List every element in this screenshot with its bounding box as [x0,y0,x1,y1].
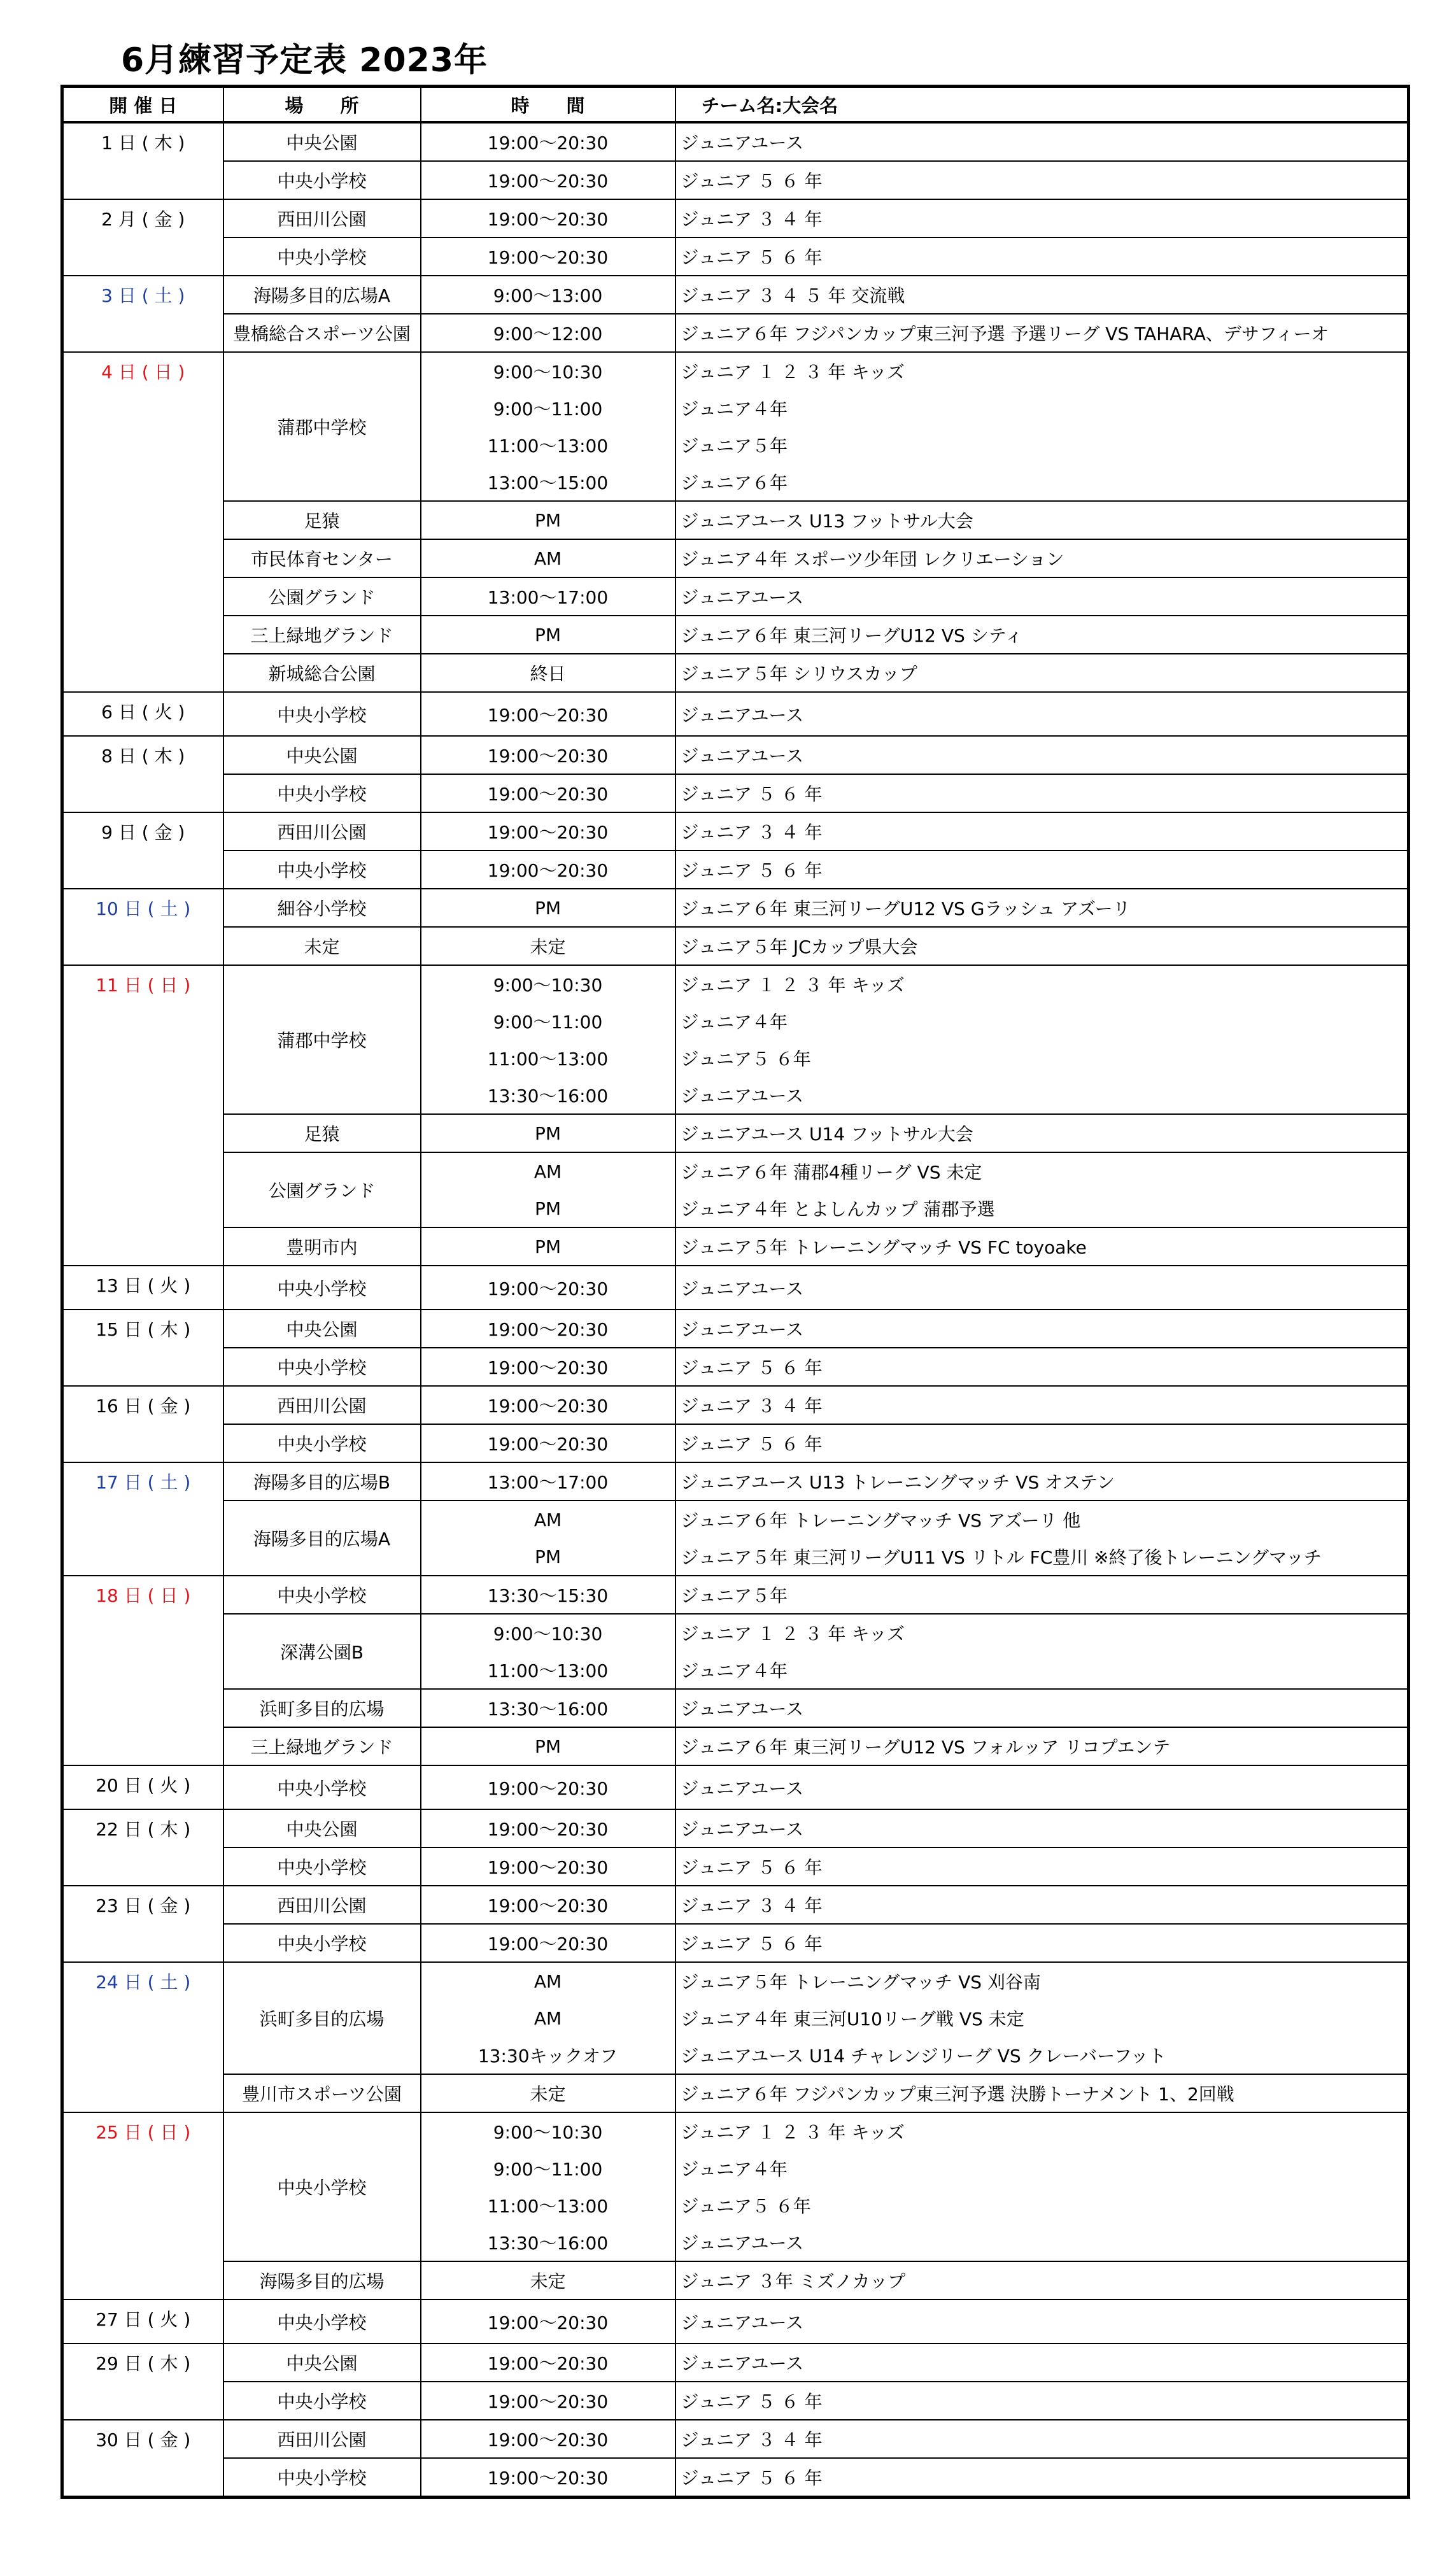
table-row [62,889,1409,927]
team-cell: ジュニア５ ６年 [675,1040,1409,1077]
team-cell: ジュニアユース [675,1266,1409,1310]
place-cell: 蒲郡中学校 [223,352,421,501]
table-row [62,1114,1409,1152]
place-cell: 中央小学校 [223,1266,421,1310]
team-cell: ジュニア ５ ６ 年 [675,851,1409,889]
header-row [62,87,1409,123]
place-cell: 豊橋総合スポーツ公園 [223,314,421,352]
schedule-body [62,122,1409,2498]
table-row [62,1689,1409,1727]
time-cell: PM [421,1114,675,1152]
team-cell: ジュニア５年 東三河リーグU11 VS リトル FC豊川 ※終了後トレーニングマッチ [675,1538,1409,1576]
team-cell: ジュニアユース [675,2343,1409,2382]
table-row [62,501,1409,539]
time-cell: 11:00～13:00 [421,1040,675,1077]
place-cell: 西田川公園 [223,2420,421,2458]
place-cell: 海陽多目的広場A [223,1501,421,1576]
place-cell: 西田川公園 [223,812,421,851]
time-cell: 19:00～20:30 [421,161,675,199]
table-row [62,276,1409,314]
time-cell: PM [421,616,675,654]
place-cell: 西田川公園 [223,1386,421,1424]
place-cell: 中央小学校 [223,2382,421,2420]
time-cell: 19:00～20:30 [421,199,675,237]
date-cell: 17 日 ( 土 ) [62,1462,223,1576]
place-cell: 細谷小学校 [223,889,421,927]
table-row [62,1765,1409,1809]
time-cell: 19:00～20:30 [421,851,675,889]
team-cell: ジュニア６年 フジパンカップ東三河予選 予選リーグ VS TAHARA、デサフィーオ [675,314,1409,352]
time-cell: 13:00～17:00 [421,1462,675,1501]
time-cell: 13:30キックオフ [421,2037,675,2074]
table-row [62,1386,1409,1424]
team-cell: ジュニアユース [675,2224,1409,2261]
team-cell: ジュニア４年 東三河U10リーグ戦 VS 未定 [675,2000,1409,2037]
place-cell: 海陽多目的広場 [223,2261,421,2300]
table-row [62,692,1409,736]
time-cell: PM [421,501,675,539]
team-cell: ジュニアユース [675,1310,1409,1348]
team-cell: ジュニアユース [675,122,1409,161]
team-cell: ジュニア １ ２ ３ 年 キッズ [675,965,1409,1003]
place-cell: 中央公園 [223,736,421,774]
time-cell: 9:00～10:30 [421,2112,675,2150]
time-cell: 19:00～20:30 [421,774,675,812]
table-row [62,161,1409,199]
place-cell: 西田川公園 [223,1886,421,1924]
team-cell: ジュニア４年 とよしんカップ 蒲郡予選 [675,1190,1409,1227]
time-cell: 13:30～15:30 [421,1576,675,1614]
time-cell: 19:00～20:30 [421,237,675,276]
time-cell: 19:00～20:30 [421,122,675,161]
header-team: チーム名:大会名 [675,87,1409,123]
date-cell: 13 日 ( 火 ) [62,1266,223,1310]
team-cell: ジュニア ５ ６ 年 [675,1424,1409,1462]
table-row [62,1886,1409,1924]
place-cell: 浜町多目的広場 [223,1689,421,1727]
table-row [62,1576,1409,1614]
place-cell: 中央公園 [223,122,421,161]
table-row [62,774,1409,812]
schedule-table [60,85,1410,2499]
date-cell: 29 日 ( 木 ) [62,2343,223,2420]
table-row [62,1848,1409,1886]
team-cell: ジュニアユース [675,1689,1409,1727]
time-cell: 9:00～10:30 [421,352,675,390]
team-cell: ジュニア ３ ４ 年 [675,2420,1409,2458]
time-cell: 19:00～20:30 [421,2382,675,2420]
time-cell: 19:00～20:30 [421,736,675,774]
place-cell: 豊明市内 [223,1227,421,1266]
team-cell: ジュニア １ ２ ３ 年 キッズ [675,2112,1409,2150]
place-cell: 公園グランド [223,1152,421,1227]
table-row [62,2420,1409,2458]
team-cell: ジュニア５年 [675,1576,1409,1614]
date-cell: 6 日 ( 火 ) [62,692,223,736]
table-row [62,1501,1409,1538]
place-cell: 中央公園 [223,2343,421,2382]
date-cell: 22 日 ( 木 ) [62,1809,223,1886]
team-cell: ジュニア ５ ６ 年 [675,1848,1409,1886]
place-cell: 海陽多目的広場A [223,276,421,314]
date-cell: 18 日 ( 日 ) [62,1576,223,1765]
team-cell: ジュニアユース [675,1077,1409,1114]
table-row [62,812,1409,851]
table-row [62,1227,1409,1266]
time-cell: 19:00～20:30 [421,2343,675,2382]
table-row [62,199,1409,237]
time-cell: 13:30～16:00 [421,1689,675,1727]
table-row [62,2300,1409,2343]
place-cell: 中央小学校 [223,774,421,812]
time-cell: 未定 [421,927,675,965]
date-cell: 23 日 ( 金 ) [62,1886,223,1962]
team-cell: ジュニア ５ ６ 年 [675,2458,1409,2498]
team-cell: ジュニア５年 JCカップ県大会 [675,927,1409,965]
team-cell: ジュニアユース [675,736,1409,774]
table-row [62,2458,1409,2498]
page-title: 6月練習予定表 2023年 [121,41,488,80]
table-row [62,1809,1409,1848]
table-row [62,2343,1409,2382]
time-cell: 9:00～13:00 [421,276,675,314]
time-cell: 未定 [421,2261,675,2300]
time-cell: PM [421,1538,675,1576]
time-cell: PM [421,889,675,927]
date-cell: 10 日 ( 土 ) [62,889,223,965]
table-row [62,1962,1409,2000]
time-cell: 19:00～20:30 [421,1886,675,1924]
date-cell: 11 日 ( 日 ) [62,965,223,1266]
team-cell: ジュニアユース U13 トレーニングマッチ VS オステン [675,1462,1409,1501]
date-cell: 30 日 ( 金 ) [62,2420,223,2498]
place-cell: 公園グランド [223,577,421,616]
date-cell: 4 日 ( 日 ) [62,352,223,692]
place-cell: 中央小学校 [223,1348,421,1386]
team-cell: ジュニア ５ ６ 年 [675,774,1409,812]
team-cell: ジュニア ３年 ミズノカップ [675,2261,1409,2300]
team-cell: ジュニアユース [675,1809,1409,1848]
time-cell: PM [421,1227,675,1266]
time-cell: AM [421,2000,675,2037]
time-cell: PM [421,1190,675,1227]
table-row [62,616,1409,654]
table-row [62,736,1409,774]
time-cell: 19:00～20:30 [421,1348,675,1386]
table-row [62,2112,1409,2150]
team-cell: ジュニア ３ ４ 年 [675,199,1409,237]
time-cell: 13:30～16:00 [421,2224,675,2261]
time-cell: 9:00～12:00 [421,314,675,352]
time-cell: 11:00～13:00 [421,1651,675,1689]
place-cell: 中央小学校 [223,237,421,276]
place-cell: 浜町多目的広場 [223,1962,421,2074]
time-cell: 9:00～10:30 [421,965,675,1003]
date-cell: 20 日 ( 火 ) [62,1765,223,1809]
date-cell: 9 日 ( 金 ) [62,812,223,889]
place-cell: 蒲郡中学校 [223,965,421,1114]
time-cell: 9:00～11:00 [421,2150,675,2187]
time-cell: PM [421,1727,675,1765]
time-cell: 19:00～20:30 [421,812,675,851]
team-cell: ジュニア ５ ６ 年 [675,1924,1409,1962]
time-cell: 19:00～20:30 [421,692,675,736]
header-place: 場 所 [223,87,421,123]
team-cell: ジュニアユース U14 フットサル大会 [675,1114,1409,1152]
time-cell: 13:00～15:00 [421,463,675,501]
table-row [62,122,1409,161]
team-cell: ジュニア６年 東三河リーグU12 VS シティ [675,616,1409,654]
team-cell: ジュニア６年 トレーニングマッチ VS アズーリ 他 [675,1501,1409,1538]
place-cell: 西田川公園 [223,199,421,237]
place-cell: 中央公園 [223,1809,421,1848]
time-cell: AM [421,1962,675,2000]
table-row [62,851,1409,889]
place-cell: 市民体育センター [223,539,421,577]
date-cell: 27 日 ( 火 ) [62,2300,223,2343]
team-cell: ジュニア １ ２ ３ 年 キッズ [675,1614,1409,1651]
table-row [62,1462,1409,1501]
table-row [62,1727,1409,1765]
date-cell: 15 日 ( 木 ) [62,1310,223,1386]
team-cell: ジュニア ３ ４ 年 [675,812,1409,851]
table-row [62,237,1409,276]
place-cell: 中央小学校 [223,2112,421,2261]
table-row [62,1310,1409,1348]
team-cell: ジュニア６年 蒲郡4種リーグ VS 未定 [675,1152,1409,1190]
place-cell: 中央小学校 [223,1576,421,1614]
time-cell: 13:00～17:00 [421,577,675,616]
time-cell: 19:00～20:30 [421,1924,675,1962]
team-cell: ジュニア５年 [675,427,1409,463]
team-cell: ジュニア １ ２ ３ 年 キッズ [675,352,1409,390]
time-cell: 9:00～10:30 [421,1614,675,1651]
time-cell: 終日 [421,654,675,692]
table-row [62,539,1409,577]
team-cell: ジュニア５年 トレーニングマッチ VS FC toyoake [675,1227,1409,1266]
table-row [62,927,1409,965]
team-cell: ジュニア ５ ６ 年 [675,237,1409,276]
time-cell: 11:00～13:00 [421,427,675,463]
team-cell: ジュニア ５ ６ 年 [675,161,1409,199]
date-cell: 25 日 ( 日 ) [62,2112,223,2300]
place-cell: 中央小学校 [223,161,421,199]
time-cell: 19:00～20:30 [421,1386,675,1424]
team-cell: ジュニア ３ ４ 年 [675,1886,1409,1924]
time-cell: 19:00～20:30 [421,2420,675,2458]
team-cell: ジュニア６年 [675,463,1409,501]
time-cell: AM [421,1501,675,1538]
table-row [62,1348,1409,1386]
place-cell: 足猿 [223,501,421,539]
time-cell: 19:00～20:30 [421,1424,675,1462]
place-cell: 深溝公園B [223,1614,421,1689]
table-row [62,314,1409,352]
date-cell: 16 日 ( 金 ) [62,1386,223,1462]
time-cell: 19:00～20:30 [421,2300,675,2343]
team-cell: ジュニア４年 [675,1651,1409,1689]
table-row [62,1152,1409,1190]
date-cell: 3 日 ( 土 ) [62,276,223,352]
place-cell: 海陽多目的広場B [223,1462,421,1501]
place-cell: 中央小学校 [223,1765,421,1809]
place-cell: 中央小学校 [223,1424,421,1462]
date-cell: 1 日 ( 木 ) [62,122,223,199]
place-cell: 三上緑地グランド [223,616,421,654]
time-cell: AM [421,1152,675,1190]
place-cell: 足猿 [223,1114,421,1152]
place-cell: 中央小学校 [223,2300,421,2343]
table-row [62,965,1409,1003]
table-row [62,1614,1409,1651]
header-time: 時 間 [421,87,675,123]
place-cell: 中央小学校 [223,1848,421,1886]
time-cell: 9:00～11:00 [421,1003,675,1040]
place-cell: 中央小学校 [223,851,421,889]
team-cell: ジュニア５年 シリウスカップ [675,654,1409,692]
team-cell: ジュニアユース U14 チャレンジリーグ VS クレーバーフット [675,2037,1409,2074]
date-cell: 2 月 ( 金 ) [62,199,223,276]
table-row [62,2074,1409,2112]
team-cell: ジュニア６年 東三河リーグU12 VS フォルッア リコプエンテ [675,1727,1409,1765]
table-row [62,654,1409,692]
place-cell: 未定 [223,927,421,965]
table-row [62,2382,1409,2420]
place-cell: 中央小学校 [223,692,421,736]
place-cell: 中央小学校 [223,1924,421,1962]
team-cell: ジュニアユース U13 フットサル大会 [675,501,1409,539]
place-cell: 三上緑地グランド [223,1727,421,1765]
team-cell: ジュニア ５ ６ 年 [675,2382,1409,2420]
time-cell: 19:00～20:30 [421,1848,675,1886]
time-cell: 19:00～20:30 [421,1765,675,1809]
team-cell: ジュニア４年 [675,2150,1409,2187]
place-cell: 新城総合公園 [223,654,421,692]
place-cell: 中央小学校 [223,2458,421,2498]
table-row [62,1424,1409,1462]
time-cell: 19:00～20:30 [421,1310,675,1348]
team-cell: ジュニア５年 トレーニングマッチ VS 刈谷南 [675,1962,1409,2000]
time-cell: 19:00～20:30 [421,1266,675,1310]
date-cell: 8 日 ( 木 ) [62,736,223,812]
time-cell: AM [421,539,675,577]
team-cell: ジュニアユース [675,2300,1409,2343]
header-date: 開 催 日 [62,87,223,123]
time-cell: 19:00～20:30 [421,2458,675,2498]
table-row [62,1924,1409,1962]
table-row [62,2261,1409,2300]
place-cell: 中央公園 [223,1310,421,1348]
team-cell: ジュニア ３ ４ 年 [675,1386,1409,1424]
team-cell: ジュニア６年 フジパンカップ東三河予選 決勝トーナメント 1、2回戦 [675,2074,1409,2112]
team-cell: ジュニア４年 [675,1003,1409,1040]
time-cell: 19:00～20:30 [421,1809,675,1848]
team-cell: ジュニア６年 東三河リーグU12 VS Gラッシュ アズーリ [675,889,1409,927]
team-cell: ジュニア ３ ４ ５ 年 交流戦 [675,276,1409,314]
team-cell: ジュニア ５ ６ 年 [675,1348,1409,1386]
time-cell: 13:30～16:00 [421,1077,675,1114]
team-cell: ジュニアユース [675,692,1409,736]
team-cell: ジュニアユース [675,577,1409,616]
time-cell: 11:00～13:00 [421,2187,675,2224]
team-cell: ジュニア４年 スポーツ少年団 レクリエーション [675,539,1409,577]
place-cell: 豊川市スポーツ公園 [223,2074,421,2112]
time-cell: 9:00～11:00 [421,390,675,427]
table-row [62,577,1409,616]
team-cell: ジュニアユース [675,1765,1409,1809]
team-cell: ジュニア５ ６年 [675,2187,1409,2224]
team-cell: ジュニア４年 [675,390,1409,427]
table-row [62,1266,1409,1310]
table-row [62,352,1409,390]
time-cell: 未定 [421,2074,675,2112]
date-cell: 24 日 ( 土 ) [62,1962,223,2112]
